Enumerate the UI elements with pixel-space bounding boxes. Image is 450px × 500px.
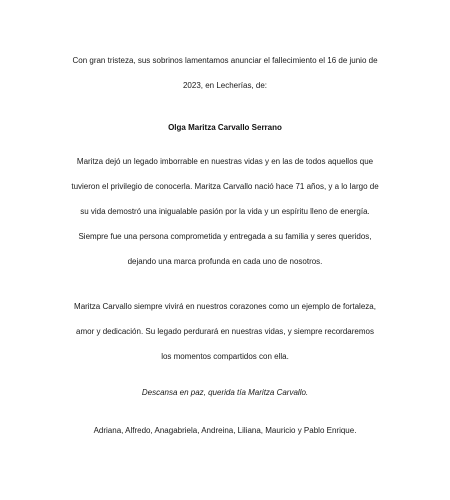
closing-line: Descansa en paz, querida tía Maritza Carvallo. bbox=[141, 388, 309, 397]
paragraph-line: Maritza Carvallo siempre vivirá en nuestros corazones como un ejemplo de fortaleza, bbox=[74, 302, 376, 311]
paragraph-line: tuvieron el privilegio de conocerla. Maritza Carvallo nació hace 71 años, y a lo largo de bbox=[71, 182, 379, 191]
paragraph-line: Siempre fue una persona comprometida y entregada a su familia y seres queridos, bbox=[78, 232, 372, 241]
paragraph-line: amor y dedicación. Su legado perdurará en nuestras vidas, y siempre recordaremos bbox=[76, 327, 374, 336]
intro-line: Con gran tristeza, sus sobrinos lamentamos anunciar el fallecimiento el 16 de junio de bbox=[72, 56, 378, 65]
paragraph-line: Maritza dejó un legado imborrable en nuestras vidas y en las de todos aquellos que bbox=[76, 157, 374, 166]
memory-paragraph bbox=[0, 294, 450, 369]
legacy-paragraph bbox=[0, 149, 450, 274]
intro-line: 2023, en Lecherías, de: bbox=[182, 81, 268, 90]
paragraph-line: los momentos compartidos con ella. bbox=[161, 352, 289, 361]
intro-paragraph bbox=[0, 48, 450, 98]
signers-line: Adriana, Alfredo, Anagabriela, Andreina, Liliana, Mauricio y Pablo Enrique. bbox=[93, 426, 357, 435]
paragraph-line: su vida demostró una inigualable pasión por la vida y un espíritu lleno de energía. bbox=[80, 207, 370, 216]
paragraph-line: dejando una marca profunda en cada uno de nosotros. bbox=[127, 257, 323, 266]
deceased-name: Olga Maritza Carvallo Serrano bbox=[168, 123, 282, 132]
